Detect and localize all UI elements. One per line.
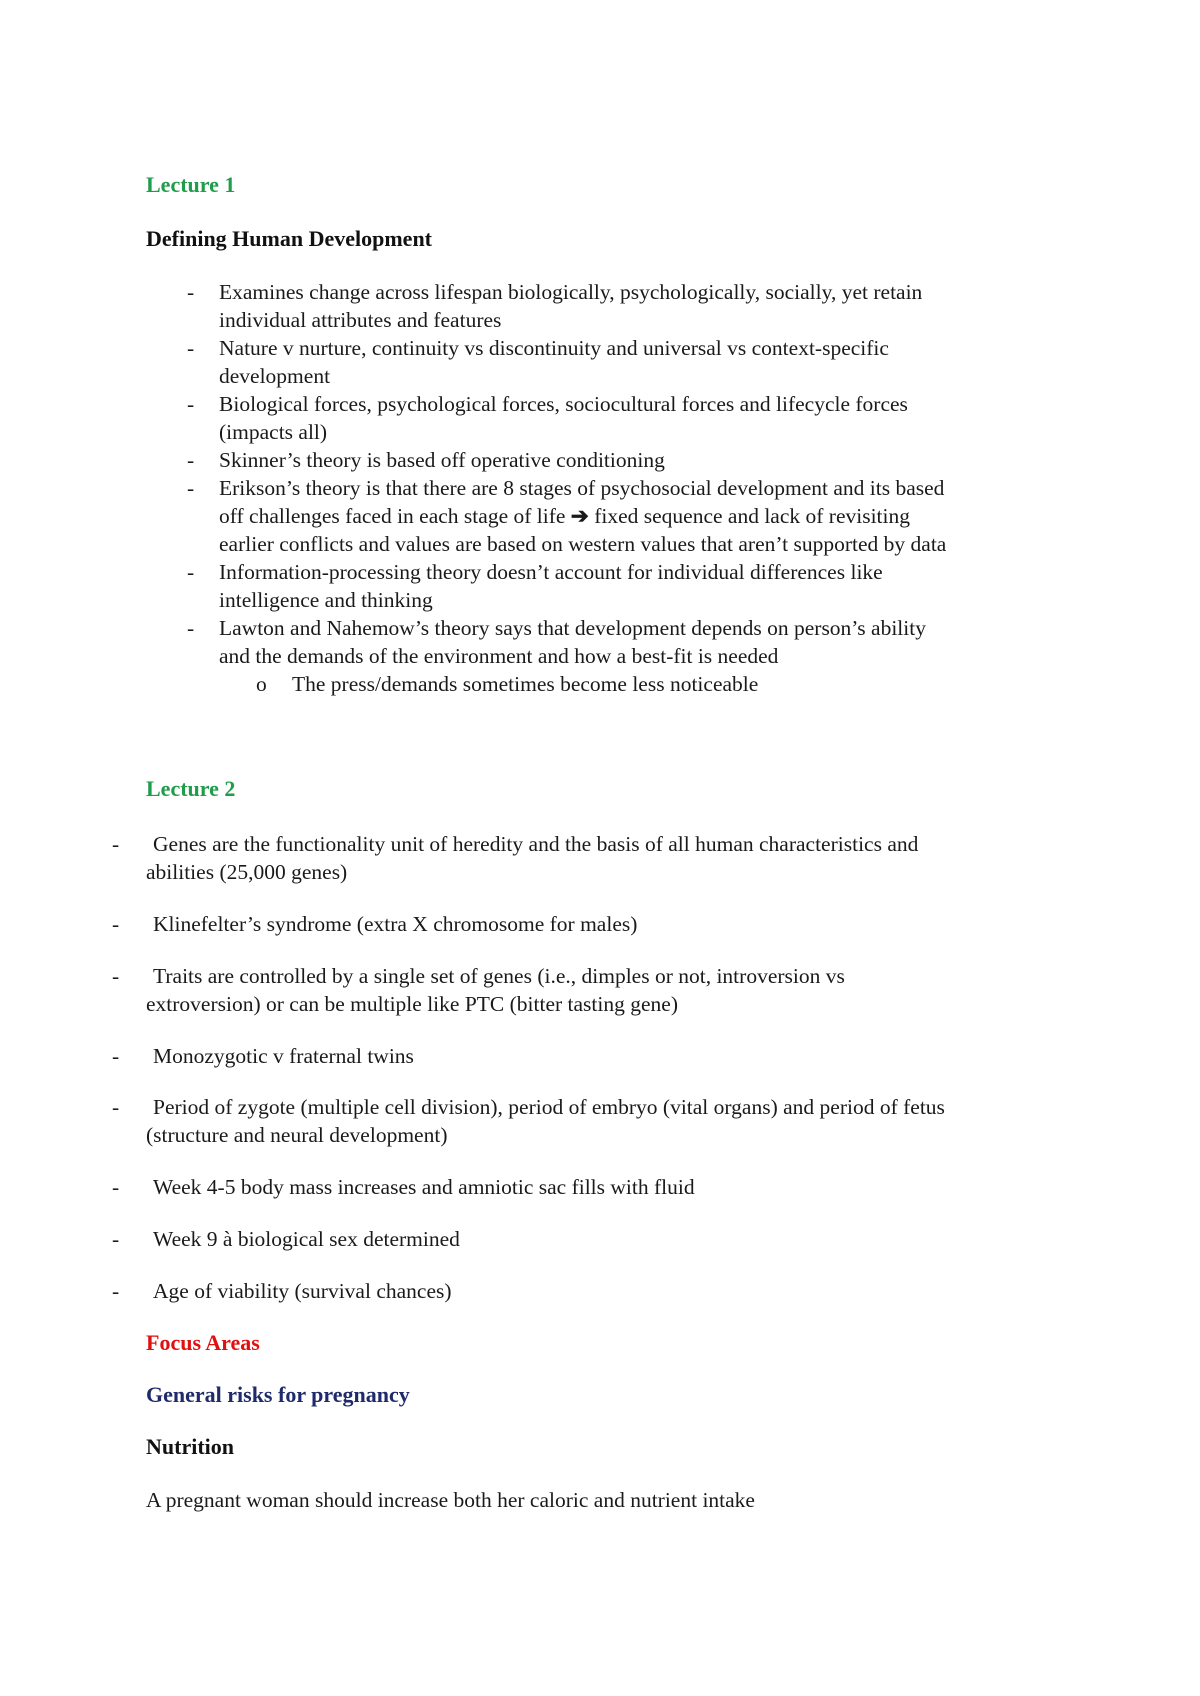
bullet-marker: - (112, 1227, 120, 1251)
nutrition-paragraph: A pregnant woman should increase both her caloric and nutrient intake (146, 1488, 755, 1512)
bullet-marker: - (187, 336, 195, 360)
section-heading-defining-human-development: Defining Human Development (146, 226, 432, 251)
bullet-marker: - (187, 448, 195, 472)
list-item-text: fixed sequence and lack of revisiting (588, 504, 911, 528)
focus-areas-heading: Focus Areas (146, 1330, 260, 1355)
arrow-right-icon: ➔ (570, 504, 589, 528)
general-risks-heading: General risks for pregnancy (146, 1382, 410, 1407)
list-item-line: Examines change across lifespan biologically, psychologically, socially, yet retain (219, 280, 923, 304)
bullet-marker: - (187, 392, 195, 416)
list-item-line: Klinefelter’s syndrome (extra X chromosome for males) (153, 912, 638, 936)
bullet-marker: - (112, 1279, 120, 1303)
bullet-marker: - (187, 560, 195, 584)
list-item-line: development (219, 364, 331, 388)
bullet-marker: - (112, 1095, 120, 1119)
list-item-line: Biological forces, psychological forces, sociocultural forces and lifecycle forces (219, 392, 908, 416)
list-item-line: Period of zygote (multiple cell division), period of embryo (vital organs) and period of fetus (153, 1095, 945, 1119)
list-item-line: Week 4-5 body mass increases and amniotic sac fills with fluid (153, 1175, 695, 1199)
bullet-marker: - (112, 1175, 120, 1199)
list-item-line: Nature v nurture, continuity vs discontinuity and universal vs context-specific (219, 336, 889, 360)
lecture-2-heading: Lecture 2 (146, 776, 236, 801)
list-item-text: off challenges faced in each stage of life (219, 504, 571, 528)
lecture-1-heading: Lecture 1 (146, 172, 236, 197)
bullet-marker: - (187, 280, 195, 304)
bullet-marker: - (112, 964, 120, 988)
list-item-line: (impacts all) (219, 420, 328, 444)
list-item-line: intelligence and thinking (219, 588, 433, 612)
nutrition-heading: Nutrition (146, 1434, 234, 1459)
list-item-line: Age of viability (survival chances) (153, 1279, 452, 1303)
list-item-line: and the demands of the environment and how a best-fit is needed (219, 644, 779, 668)
bullet-marker: - (112, 832, 120, 856)
bullet-marker: - (112, 912, 120, 936)
bullet-marker: - (112, 1044, 120, 1068)
list-item-line: Skinner’s theory is based off operative conditioning (219, 448, 665, 472)
list-item-line: Week 9 à biological sex determined (153, 1227, 460, 1251)
list-item-line: Monozygotic v fraternal twins (153, 1044, 414, 1068)
list-item-line: Traits are controlled by a single set of genes (i.e., dimples or not, introversion vs (153, 964, 845, 988)
list-item-line: Lawton and Nahemow’s theory says that development depends on person’s ability (219, 616, 926, 640)
list-item-line: Information-processing theory doesn’t account for individual differences like (219, 560, 883, 584)
sub-bullet-marker: o (256, 672, 267, 696)
list-item-line: abilities (25,000 genes) (146, 860, 348, 884)
list-item-line: individual attributes and features (219, 308, 502, 332)
list-item-line (219, 502, 910, 530)
list-item-line: earlier conflicts and values are based on western values that aren’t supported by data (219, 532, 947, 556)
sub-list-item: The press/demands sometimes become less noticeable (292, 672, 759, 696)
list-item-line: Genes are the functionality unit of heredity and the basis of all human characteristics and (153, 832, 919, 856)
list-item-line: extroversion) or can be multiple like PTC (bitter tasting gene) (146, 992, 678, 1016)
bullet-marker: - (187, 616, 195, 640)
list-item-line: Erikson’s theory is that there are 8 stages of psychosocial development and its based (219, 476, 945, 500)
bullet-marker: - (187, 476, 195, 500)
list-item-line: (structure and neural development) (146, 1123, 448, 1147)
